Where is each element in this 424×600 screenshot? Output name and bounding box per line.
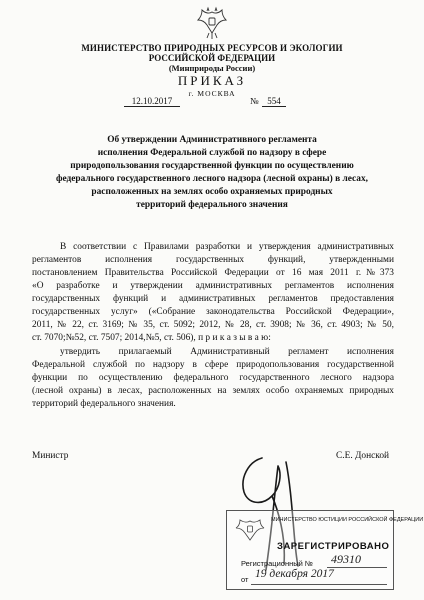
- title-line: исполнения Федеральной службой по надзору в сфере: [97, 148, 327, 158]
- title-line: федерального государственного лесного надзора (лесной охраны) в лесах,: [55, 174, 369, 184]
- body-line: 2011, № 22, ст. 3169; № 35, ст. 5092; 2012, № 28, ст. 3908; № 36, ст. 4903; № 50,: [32, 320, 394, 330]
- ministry-name-line1: МИНИСТЕРСТВО ПРИРОДНЫХ РЕСУРСОВ И ЭКОЛОГИИ: [81, 43, 343, 53]
- stamp-date-prefix: от: [241, 575, 249, 584]
- title-line: расположенных на землях особо охраняемых природных: [91, 187, 333, 197]
- stamp-underline: [327, 567, 387, 568]
- order-date: 12.10.2017: [124, 96, 180, 107]
- body-line: (лесной охраны) в лесах, расположенных на землях особо охраняемых природных: [32, 386, 394, 396]
- body-line: государственных функций и административных регламентов предоставления: [32, 294, 394, 304]
- stamp-ministry-text: МИНИСТЕРСТВО ЮСТИЦИИ РОССИЙСКОЙ ФЕДЕРАЦИИ: [271, 517, 424, 523]
- city: г. МОСКВА: [188, 89, 236, 98]
- signatory-position: Министр: [32, 451, 69, 461]
- title-line: Об утверждении Административного регламента: [107, 135, 317, 145]
- stamp-reg-label: Регистрационный №: [241, 559, 313, 568]
- body-line: ст. 7070;№52, ст. 7507; 2014,№5, ст. 506), п р и к а з ы в а ю:: [32, 333, 271, 343]
- body-line: Федеральной службой по надзору в сфере природопользования государственной: [32, 360, 394, 370]
- signatory-name: С.Е. Донской: [336, 451, 390, 461]
- ministry-short-name: (Минприроды России): [168, 63, 256, 73]
- body-line: «О разработке и утверждении административных регламентов исполнения: [32, 281, 394, 291]
- document-type: ПРИКАЗ: [177, 73, 247, 88]
- body-line: регламентов исполнения государственных функций, утвержденными: [32, 255, 394, 265]
- stamp-registered-text: ЗАРЕГИСТРИРОВАНО: [277, 541, 390, 552]
- stamp-reg-number: 49310: [331, 552, 361, 566]
- stamp-date: 19 декабря 2017: [255, 568, 334, 580]
- order-number: 554: [262, 96, 286, 107]
- body-line: В соответствии с Правилами разработки и утверждения административных: [60, 242, 394, 252]
- body-line: государственных услуг» («Собрание законодательства Российской Федерации»,: [32, 307, 394, 317]
- title-line: природопользования государственной функции по осуществлению: [70, 161, 354, 171]
- order-title: [40, 134, 384, 212]
- body-line: утвердить прилагаемый Административный регламент исполнения: [60, 347, 394, 357]
- body-line: территорий федерального значения.: [32, 399, 176, 409]
- ministry-name-line2: РОССИЙСКОЙ ФЕДЕРАЦИИ: [148, 53, 276, 63]
- number-sign: №: [250, 96, 259, 106]
- stamp-emblem-icon: [235, 517, 265, 543]
- title-line: территорий федерального значения: [136, 200, 288, 210]
- stamp-underline: [251, 584, 387, 585]
- body-line: функции по осуществлению федерального государственного лесного надзора: [32, 373, 394, 383]
- registration-stamp: [226, 510, 424, 590]
- coat-of-arms-icon: [196, 6, 228, 40]
- body-line: постановлением Правительства Российской Федерации от 16 мая 2011 г.№373: [32, 268, 394, 278]
